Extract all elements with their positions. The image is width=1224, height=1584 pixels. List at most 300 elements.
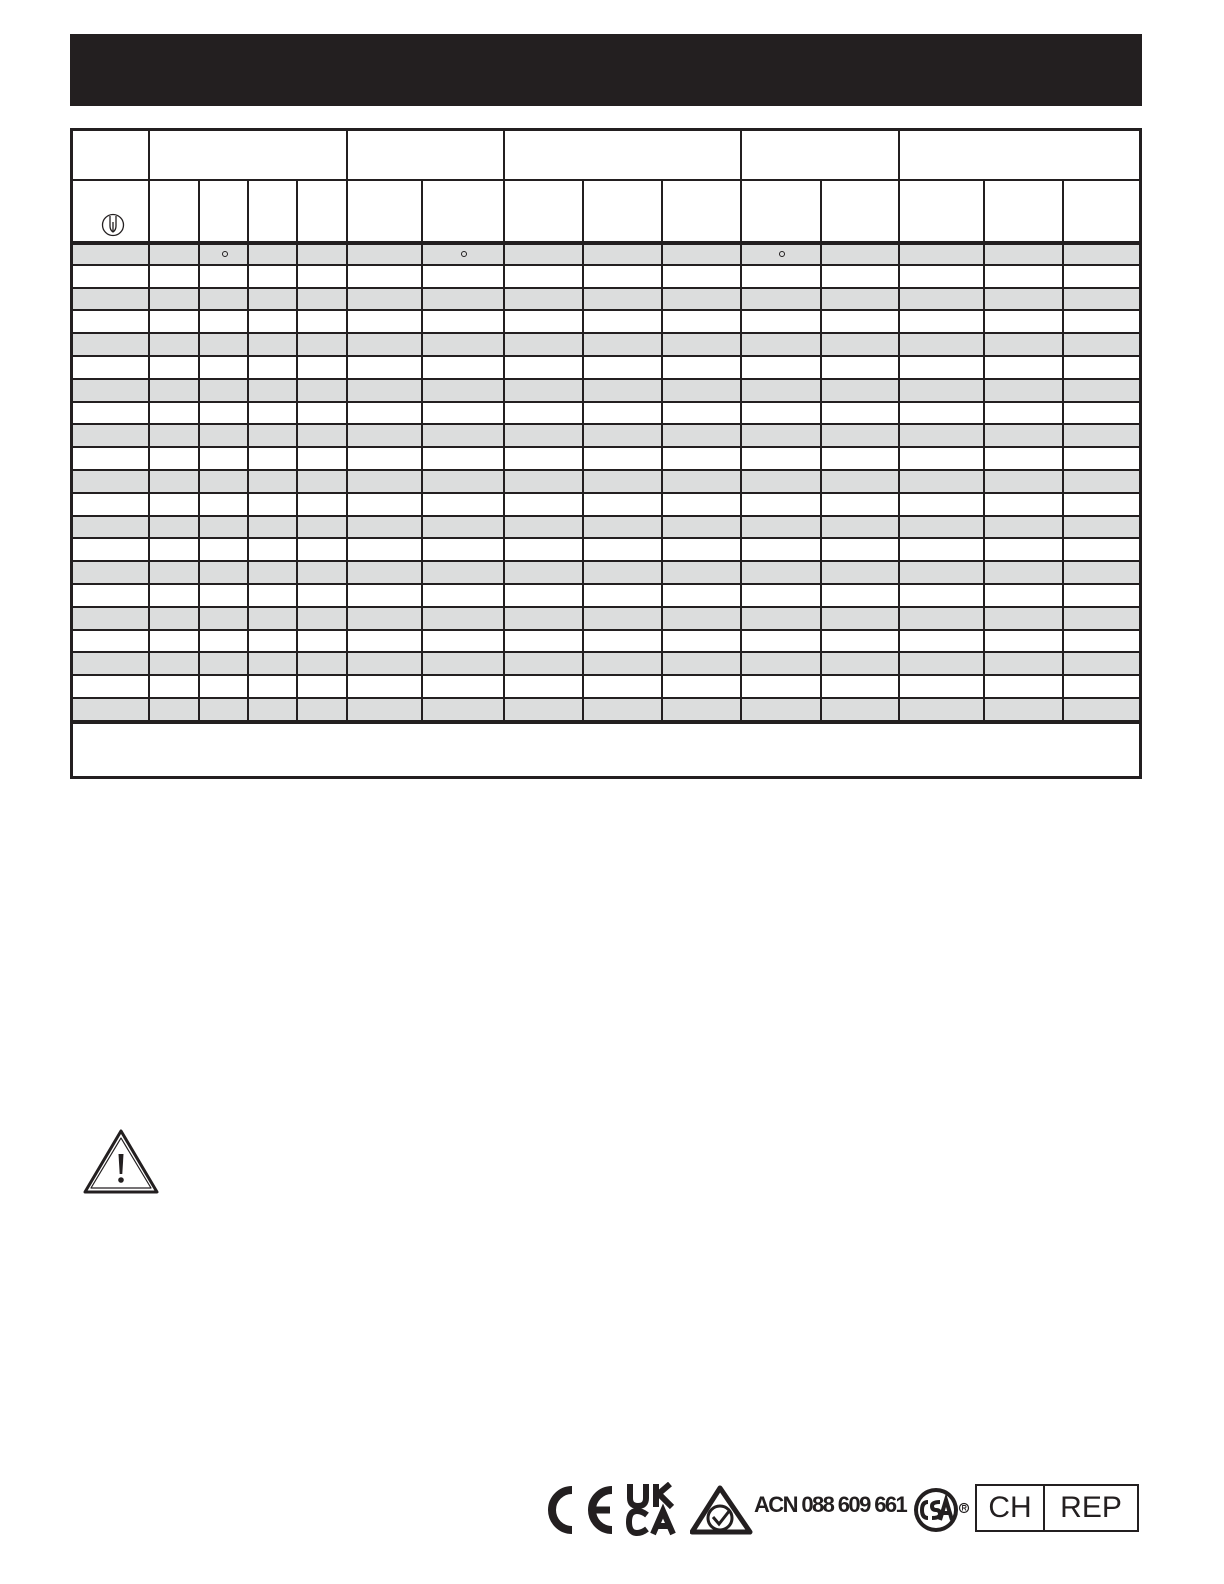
table-cell [249,266,298,287]
table-row [73,243,1139,266]
certification-marks [540,1480,1140,1540]
table-cell [663,380,742,401]
table-cell [663,676,742,697]
table-cell [73,311,150,332]
table-cell [200,653,249,674]
table-cell [348,245,423,264]
table-cell [1064,653,1139,674]
table-cell [822,653,900,674]
table-cell [505,245,584,264]
table-cell [200,425,249,446]
table-cell [348,380,423,401]
ce-mark [540,1484,618,1536]
table-cell [150,653,200,674]
table-cell [150,311,200,332]
table-cell [900,311,985,332]
table-cell [423,539,505,560]
table-cell [348,676,423,697]
table-cell [1064,631,1139,652]
table-cell [249,448,298,469]
table-cell [150,676,200,697]
table-cell [150,380,200,401]
table-cell [584,425,663,446]
table-cell [348,334,423,355]
table-cell [423,245,505,264]
table-row [73,699,1139,722]
degree-symbol-icon [222,251,228,257]
table-cell [742,425,822,446]
table-cell [505,676,584,697]
table-cell [298,334,348,355]
table-cell [1064,585,1139,606]
table-cell [742,448,822,469]
table-cell [985,266,1064,287]
table-cell [298,539,348,560]
table-row [73,562,1139,585]
table-cell [1064,517,1139,538]
table-cell [73,608,150,629]
table-cell [249,245,298,264]
spec-table [70,128,1142,779]
table-cell [200,334,249,355]
table-cell [584,653,663,674]
table-cell [249,676,298,697]
table-row [73,585,1139,608]
table-cell [985,676,1064,697]
table-cell [200,380,249,401]
table-cell [900,676,985,697]
table-cell [985,699,1064,720]
table-cell [505,631,584,652]
table-cell [150,517,200,538]
table-cell [423,608,505,629]
table-cell [348,471,423,492]
table-cell [584,448,663,469]
table-cell [298,608,348,629]
table-cell [584,380,663,401]
table-cell [423,562,505,583]
table-cell [742,494,822,515]
table-cell [73,289,150,310]
table-cell [822,311,900,332]
table-sub-header-row [73,181,1139,243]
table-cell [348,562,423,583]
table-cell [663,653,742,674]
table-cell [900,448,985,469]
table-row [73,380,1139,403]
table-cell [150,539,200,560]
table-cell [423,403,505,424]
table-cell [423,517,505,538]
table-cell [1064,539,1139,560]
table-row [73,471,1139,494]
table-cell [150,425,200,446]
table-cell [150,448,200,469]
table-cell [200,631,249,652]
table-cell [298,494,348,515]
table-cell [1064,562,1139,583]
table-cell [348,266,423,287]
table-cell [663,311,742,332]
table-cell [200,676,249,697]
table-cell [584,676,663,697]
table-cell [822,631,900,652]
table-cell [73,653,150,674]
table-cell [584,608,663,629]
table-cell [423,289,505,310]
sub-header-cell [900,181,985,241]
table-cell [822,608,900,629]
table-cell [742,653,822,674]
table-cell [985,380,1064,401]
table-cell [1064,357,1139,378]
table-row [73,676,1139,699]
table-cell [584,517,663,538]
table-cell [348,494,423,515]
table-cell [900,653,985,674]
table-cell [423,631,505,652]
table-cell [742,539,822,560]
table-cell [150,266,200,287]
table-cell [985,448,1064,469]
table-cell [249,539,298,560]
table-cell [298,471,348,492]
rep-label: REP [1060,1491,1122,1524]
table-cell [423,494,505,515]
table-cell [584,289,663,310]
table-cell [298,425,348,446]
table-cell [584,631,663,652]
table-cell [348,448,423,469]
table-cell [73,471,150,492]
table-cell [822,517,900,538]
table-cell [298,380,348,401]
table-cell [822,471,900,492]
table-cell [742,403,822,424]
table-cell [900,539,985,560]
table-cell [584,245,663,264]
sub-header-cell [200,181,249,241]
table-cell [1064,289,1139,310]
group-header-cell [505,131,742,179]
sub-header-cell [298,181,348,241]
group-header-cell [150,131,348,179]
table-cell [200,311,249,332]
table-cell [742,631,822,652]
table-group-header-row [73,131,1139,181]
table-cell [150,334,200,355]
table-cell [1064,471,1139,492]
sub-header-cell [663,181,742,241]
table-row [73,608,1139,631]
table-cell [348,517,423,538]
table-cell [742,517,822,538]
table-cell [348,653,423,674]
table-cell [298,289,348,310]
table-cell [1064,334,1139,355]
table-cell [505,380,584,401]
table-cell [505,357,584,378]
drill-bit-icon [101,213,125,237]
table-cell [150,245,200,264]
table-cell [200,539,249,560]
group-header-cell [73,131,150,179]
table-cell [584,334,663,355]
table-cell [200,494,249,515]
table-cell [985,311,1064,332]
table-cell [822,266,900,287]
sub-header-cell [822,181,900,241]
table-cell [298,585,348,606]
table-cell [1064,448,1139,469]
table-cell [985,334,1064,355]
table-cell [1064,676,1139,697]
table-cell [985,517,1064,538]
table-cell [742,289,822,310]
table-cell [73,699,150,720]
table-cell [150,699,200,720]
table-cell [298,311,348,332]
table-cell [822,448,900,469]
table-cell [822,562,900,583]
table-cell [985,539,1064,560]
table-cell [584,357,663,378]
table-cell [663,517,742,538]
table-cell [73,494,150,515]
table-cell [742,334,822,355]
table-cell [73,631,150,652]
table-cell [985,471,1064,492]
table-cell [985,653,1064,674]
table-cell [249,562,298,583]
group-header-cell [742,131,900,179]
table-cell [298,357,348,378]
table-cell [249,380,298,401]
table-cell [900,380,985,401]
table-cell [584,311,663,332]
table-cell [298,517,348,538]
table-cell [822,425,900,446]
sub-header-cell [348,181,423,241]
table-row [73,266,1139,289]
table-cell [505,562,584,583]
sub-header-cell [249,181,298,241]
table-cell [584,266,663,287]
table-cell [505,653,584,674]
table-cell [423,425,505,446]
table-cell [742,676,822,697]
table-row [73,425,1139,448]
table-cell [985,425,1064,446]
table-cell [150,494,200,515]
table-cell [73,562,150,583]
sub-header-cell [584,181,663,241]
table-cell [1064,425,1139,446]
table-cell [423,334,505,355]
table-cell [150,608,200,629]
table-cell [505,425,584,446]
table-cell [73,517,150,538]
table-cell [985,562,1064,583]
table-cell [200,562,249,583]
table-cell [423,448,505,469]
degree-symbol-icon [461,251,467,257]
sub-header-cell [505,181,584,241]
table-cell [150,585,200,606]
table-cell [742,585,822,606]
table-cell [1064,266,1139,287]
table-cell [348,608,423,629]
table-cell [505,517,584,538]
table-cell [200,699,249,720]
table-cell [249,289,298,310]
table-cell [1064,699,1139,720]
table-row [73,357,1139,380]
table-cell [1064,608,1139,629]
table-cell [822,334,900,355]
sub-header-cell [742,181,822,241]
table-cell [742,311,822,332]
table-cell [985,289,1064,310]
table-cell [200,585,249,606]
table-cell [663,448,742,469]
table-cell [663,699,742,720]
degree-symbol-icon [779,251,785,257]
table-cell [348,699,423,720]
table-cell [200,517,249,538]
table-cell [423,357,505,378]
table-cell [249,403,298,424]
table-cell [348,311,423,332]
table-cell [742,245,822,264]
table-cell [822,539,900,560]
table-row [73,517,1139,540]
acn-number: ACN 088 609 661 [754,1492,907,1517]
table-cell [584,539,663,560]
table-cell [663,266,742,287]
table-cell [822,585,900,606]
table-cell [348,403,423,424]
table-cell [200,289,249,310]
sub-header-cell [150,181,200,241]
table-cell [584,403,663,424]
table-cell [584,562,663,583]
table-cell [505,266,584,287]
table-cell [663,357,742,378]
table-cell [249,699,298,720]
table-cell [1064,245,1139,264]
table-cell [249,631,298,652]
table-cell [200,357,249,378]
table-cell [900,608,985,629]
table-cell [249,653,298,674]
table-cell [900,289,985,310]
table-cell [150,289,200,310]
table-row [73,631,1139,654]
table-cell [742,562,822,583]
ch-rep-mark [975,1484,1139,1532]
table-cell [822,380,900,401]
table-cell [249,357,298,378]
table-cell [298,448,348,469]
ukca-mark [626,1482,682,1536]
table-cell [663,471,742,492]
csa-mark [912,1484,970,1536]
table-cell [249,517,298,538]
table-cell [150,471,200,492]
table-cell [663,608,742,629]
table-cell [822,289,900,310]
table-cell [150,562,200,583]
sub-header-cell [423,181,505,241]
table-cell [1064,403,1139,424]
table-cell [742,357,822,378]
rcm-mark [690,1484,758,1536]
table-cell [584,585,663,606]
ch-label: CH [977,1486,1045,1530]
table-cell [505,699,584,720]
table-cell [298,676,348,697]
table-cell [73,380,150,401]
table-cell [348,425,423,446]
table-cell [663,494,742,515]
table-cell [663,334,742,355]
table-cell [900,471,985,492]
title-bar [70,34,1142,106]
table-cell [985,608,1064,629]
warning-triangle-icon [82,1128,160,1196]
table-cell [742,266,822,287]
table-cell [348,357,423,378]
table-cell [73,334,150,355]
table-cell [985,357,1064,378]
table-cell [298,631,348,652]
table-cell [348,289,423,310]
table-cell [505,539,584,560]
table-cell [663,403,742,424]
sub-header-cell [1064,181,1139,241]
table-cell [423,380,505,401]
table-cell [348,539,423,560]
table-cell [663,539,742,560]
table-cell [298,266,348,287]
table-cell [822,357,900,378]
table-cell [985,494,1064,515]
table-cell [505,494,584,515]
table-cell [900,699,985,720]
table-row [73,539,1139,562]
table-cell [900,631,985,652]
table-cell [663,425,742,446]
sub-header-cell [73,181,150,241]
table-cell [298,403,348,424]
table-cell [298,653,348,674]
table-cell [200,266,249,287]
table-cell [73,425,150,446]
table-cell [348,585,423,606]
table-cell [985,585,1064,606]
table-cell [1064,494,1139,515]
table-cell [73,585,150,606]
table-cell [663,245,742,264]
table-cell [900,245,985,264]
table-cell [663,585,742,606]
table-cell [742,699,822,720]
table-cell [423,585,505,606]
table-cell [249,494,298,515]
table-row [73,494,1139,517]
table-cell [505,403,584,424]
